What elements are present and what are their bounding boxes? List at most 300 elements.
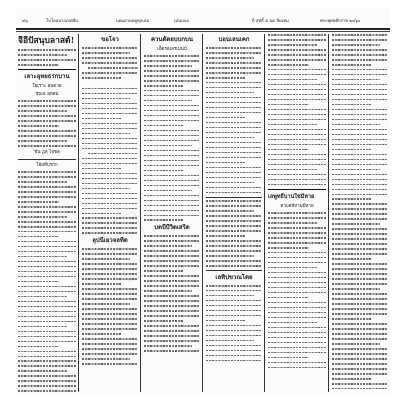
text-line xyxy=(144,110,200,112)
text-line xyxy=(18,216,67,218)
text-line xyxy=(82,62,138,64)
text-line xyxy=(268,139,326,141)
text-line xyxy=(18,125,59,127)
text-line xyxy=(144,180,200,182)
text-line xyxy=(268,212,326,214)
text-line xyxy=(332,109,388,111)
text-line xyxy=(18,171,76,173)
text-line xyxy=(18,336,76,338)
text-line xyxy=(332,328,388,330)
text-line xyxy=(18,301,76,303)
text-line xyxy=(18,286,76,288)
text-line xyxy=(206,285,262,287)
text-line xyxy=(332,388,388,390)
text-line xyxy=(144,280,200,282)
text-line xyxy=(144,305,200,307)
text-line xyxy=(144,75,200,77)
text-line xyxy=(18,176,76,178)
text-line xyxy=(206,112,262,114)
text-line xyxy=(82,288,138,290)
text-line xyxy=(18,351,76,353)
text-line xyxy=(82,283,121,285)
text-line xyxy=(144,340,200,342)
text-line xyxy=(144,315,200,317)
text-line xyxy=(268,327,326,329)
text-line xyxy=(206,52,262,54)
text-line xyxy=(332,358,388,360)
text-line xyxy=(268,164,326,166)
text-line xyxy=(18,375,76,377)
text-line xyxy=(268,232,326,234)
text-line xyxy=(332,169,380,171)
text-line xyxy=(82,313,138,315)
text-line xyxy=(268,34,326,36)
text-line xyxy=(18,206,76,208)
text-line xyxy=(144,105,200,107)
text-line xyxy=(206,360,262,362)
text-line xyxy=(332,238,388,240)
text-line xyxy=(206,250,262,252)
column-divider xyxy=(140,34,141,392)
text-line xyxy=(144,185,200,187)
text-line xyxy=(268,174,326,176)
text-line xyxy=(206,177,262,179)
text-line xyxy=(18,370,67,372)
text-line xyxy=(18,226,76,228)
text-line xyxy=(332,258,371,260)
text-line xyxy=(82,338,138,340)
text-line xyxy=(82,348,138,350)
text-line xyxy=(268,367,326,369)
text-line xyxy=(18,130,76,132)
text-line xyxy=(82,183,138,185)
text-line xyxy=(268,159,326,161)
text-line xyxy=(268,104,309,106)
masthead-rule xyxy=(16,28,390,30)
text-line xyxy=(144,235,200,237)
text-line xyxy=(18,380,76,382)
text-line xyxy=(332,338,388,340)
text-line xyxy=(144,170,183,172)
column-heading: เลทิปขวณโดย xyxy=(215,273,253,281)
text-line xyxy=(144,240,200,242)
text-line xyxy=(82,103,138,105)
text-line xyxy=(18,241,76,243)
text-line xyxy=(82,308,138,310)
text-line xyxy=(82,173,138,175)
column-divider xyxy=(328,34,329,392)
text-line xyxy=(332,363,388,365)
text-line xyxy=(206,310,262,312)
text-line xyxy=(332,34,388,36)
text-line xyxy=(82,108,138,110)
text-line xyxy=(82,333,121,335)
text-line xyxy=(18,236,59,238)
text-line xyxy=(206,230,262,232)
text-line xyxy=(206,305,262,307)
text-line xyxy=(332,263,388,265)
text-line xyxy=(332,194,388,196)
text-line xyxy=(18,321,76,323)
text-line xyxy=(268,134,326,136)
text-line xyxy=(206,87,262,89)
column-5 xyxy=(268,34,326,392)
text-line xyxy=(144,80,200,82)
text-line xyxy=(18,211,76,213)
text-line xyxy=(144,275,200,277)
text-line xyxy=(144,219,183,221)
text-line xyxy=(268,352,326,354)
text-line xyxy=(268,169,317,171)
text-line xyxy=(332,179,388,181)
text-line xyxy=(82,52,130,54)
text-line xyxy=(332,74,388,76)
text-line xyxy=(206,102,262,104)
text-line xyxy=(144,130,200,132)
text-line xyxy=(144,155,200,157)
text-line xyxy=(144,335,200,337)
text-line xyxy=(88,153,138,155)
text-line xyxy=(268,272,326,274)
text-line xyxy=(268,302,326,304)
column-subheading: เอ็ตรอเลรเมนบ์ xyxy=(157,47,187,52)
text-line xyxy=(332,313,388,315)
text-line xyxy=(18,281,59,283)
text-line xyxy=(82,203,138,205)
text-line xyxy=(268,144,326,146)
text-line xyxy=(206,162,245,164)
text-line xyxy=(82,118,121,120)
section-label: ใผเราะ สมดวย xyxy=(32,84,62,90)
text-line xyxy=(206,245,262,247)
text-line xyxy=(144,295,200,297)
text-line xyxy=(332,308,388,310)
text-line xyxy=(332,383,388,385)
text-line xyxy=(206,260,262,262)
text-line xyxy=(18,145,76,147)
text-line xyxy=(18,251,76,253)
text-line xyxy=(82,178,138,180)
text-line xyxy=(144,60,200,62)
text-line xyxy=(268,362,326,364)
text-line xyxy=(82,328,138,330)
text-line xyxy=(82,213,121,215)
text-line xyxy=(332,273,388,275)
text-line xyxy=(144,205,200,207)
text-line xyxy=(332,233,388,235)
text-line xyxy=(18,256,67,258)
text-line xyxy=(144,300,200,302)
text-line xyxy=(144,90,200,92)
text-line xyxy=(82,353,138,355)
text-line xyxy=(144,160,200,162)
text-line xyxy=(268,74,326,76)
column-3 xyxy=(144,34,200,392)
text-line xyxy=(268,247,309,249)
text-line xyxy=(82,98,130,100)
column-6 xyxy=(332,34,388,392)
text-line xyxy=(18,341,76,343)
text-line xyxy=(332,49,388,51)
text-line xyxy=(144,125,183,127)
text-line xyxy=(206,147,262,149)
text-line xyxy=(82,47,138,49)
text-line xyxy=(206,325,262,327)
text-line xyxy=(332,154,388,156)
text-line xyxy=(82,88,138,90)
text-line xyxy=(18,135,76,137)
text-line xyxy=(332,213,388,215)
text-line xyxy=(268,49,326,51)
text-line xyxy=(18,385,76,387)
text-line xyxy=(18,191,76,193)
text-line xyxy=(268,84,326,86)
text-line xyxy=(268,282,326,284)
text-line xyxy=(268,252,326,254)
text-line xyxy=(144,290,192,292)
text-line xyxy=(18,49,76,51)
text-line xyxy=(268,227,326,229)
text-line xyxy=(332,119,388,121)
text-line xyxy=(206,62,262,64)
text-line xyxy=(82,128,138,130)
text-line xyxy=(206,225,262,227)
text-line xyxy=(332,228,388,230)
text-line xyxy=(206,335,262,337)
publication-name: โบโดอบาณบศลับ xyxy=(46,18,78,23)
text-line xyxy=(268,357,309,359)
text-line xyxy=(144,345,192,347)
text-line xyxy=(206,205,262,207)
text-line xyxy=(268,149,309,151)
text-line xyxy=(332,353,388,355)
text-line xyxy=(18,390,76,392)
text-line xyxy=(18,221,76,223)
text-line xyxy=(206,117,245,119)
text-line xyxy=(206,345,262,347)
text-line xyxy=(206,255,254,257)
text-line xyxy=(332,39,388,41)
text-line xyxy=(332,134,388,136)
text-line xyxy=(268,79,317,81)
text-line xyxy=(268,277,326,279)
text-line xyxy=(144,145,192,147)
text-line xyxy=(268,292,326,294)
text-line xyxy=(18,110,67,112)
text-line xyxy=(206,97,262,99)
text-line xyxy=(18,326,67,328)
text-line xyxy=(268,39,326,41)
text-line xyxy=(268,99,326,101)
text-line xyxy=(206,167,262,169)
text-line xyxy=(268,337,326,339)
text-line xyxy=(206,235,245,237)
text-line xyxy=(268,242,326,244)
text-line xyxy=(206,187,262,189)
text-line xyxy=(18,105,76,107)
column-4 xyxy=(206,34,262,392)
text-line xyxy=(332,69,388,71)
column-heading: บดบีบีวิดเสร็ต xyxy=(154,224,190,232)
text-line xyxy=(206,215,262,217)
section-label: ชัน ฏสุ ไจชสุ xyxy=(34,150,60,156)
text-line xyxy=(82,358,130,360)
text-line xyxy=(206,67,262,69)
text-line xyxy=(206,47,262,49)
text-line xyxy=(332,84,388,86)
text-line xyxy=(18,291,76,293)
masthead-rule-thin xyxy=(16,31,390,32)
text-line xyxy=(206,300,262,302)
text-line xyxy=(206,355,262,357)
column-heading: ลุปนีเยวจลทีด xyxy=(92,237,128,245)
text-line xyxy=(82,77,121,79)
text-line xyxy=(206,127,262,129)
text-line xyxy=(18,306,76,308)
text-line xyxy=(206,92,254,94)
text-line xyxy=(268,59,326,61)
text-line xyxy=(268,257,326,259)
text-line xyxy=(268,184,326,186)
text-line xyxy=(268,179,326,181)
text-line xyxy=(332,59,388,61)
text-line xyxy=(206,172,262,174)
section-rule xyxy=(206,197,262,198)
text-line xyxy=(82,138,138,140)
text-line xyxy=(206,320,245,322)
text-line xyxy=(18,246,76,248)
text-line xyxy=(18,64,59,66)
text-line xyxy=(82,318,138,320)
issue-label: เบนเลเอ xyxy=(174,18,189,23)
text-line xyxy=(82,198,138,200)
text-line xyxy=(332,203,388,205)
text-line xyxy=(18,231,76,233)
text-line xyxy=(332,343,380,345)
column-heading: บอนเลนเคก xyxy=(218,36,250,43)
text-line xyxy=(268,297,309,299)
newspaper-page xyxy=(16,8,390,394)
text-line xyxy=(144,210,200,212)
text-line xyxy=(206,72,262,74)
text-line xyxy=(206,200,262,202)
text-line xyxy=(332,318,371,320)
text-line xyxy=(332,348,388,350)
text-line xyxy=(82,303,130,305)
text-line xyxy=(144,285,200,287)
text-line xyxy=(332,373,388,375)
text-line xyxy=(206,182,254,184)
section-rule xyxy=(268,189,326,191)
text-line xyxy=(206,265,262,267)
text-line xyxy=(268,94,326,96)
text-line xyxy=(206,137,254,139)
page-number: ๔๖ xyxy=(22,18,28,23)
text-line xyxy=(332,54,388,56)
text-line xyxy=(206,77,245,79)
text-line xyxy=(206,315,262,317)
text-line xyxy=(268,44,317,46)
text-line xyxy=(82,72,138,74)
text-line xyxy=(332,208,388,210)
text-line xyxy=(332,288,380,290)
text-line xyxy=(332,184,388,186)
text-line xyxy=(206,82,262,84)
column-divider xyxy=(202,34,203,392)
text-line xyxy=(82,208,138,210)
text-line xyxy=(332,283,388,285)
text-line xyxy=(332,223,380,225)
column-divider xyxy=(78,34,79,392)
text-line xyxy=(268,217,326,219)
text-line xyxy=(332,293,388,295)
text-line xyxy=(18,201,59,203)
text-line xyxy=(268,69,326,71)
text-line xyxy=(18,115,76,117)
text-line xyxy=(332,64,371,66)
text-line xyxy=(332,368,388,370)
text-line xyxy=(332,129,388,131)
text-line xyxy=(332,104,371,106)
text-line xyxy=(268,222,317,224)
text-line xyxy=(82,57,138,59)
text-line xyxy=(332,198,371,200)
text-line xyxy=(144,330,200,332)
text-line xyxy=(268,89,326,91)
text-line xyxy=(82,193,138,195)
text-line xyxy=(268,154,326,156)
text-line xyxy=(268,124,317,126)
text-line xyxy=(206,192,262,194)
text-line xyxy=(18,54,67,56)
text-line xyxy=(82,343,138,345)
text-line xyxy=(82,133,130,135)
text-line xyxy=(332,333,388,335)
text-line xyxy=(332,303,388,305)
text-line xyxy=(268,332,326,334)
text-line xyxy=(88,67,138,69)
text-line xyxy=(268,347,326,349)
column-heading: ขอโจว xyxy=(101,36,119,43)
text-line xyxy=(82,148,138,150)
text-line xyxy=(206,340,254,342)
text-line xyxy=(144,325,200,327)
text-line xyxy=(144,95,200,97)
text-line xyxy=(332,144,388,146)
section-rule xyxy=(18,69,76,71)
text-line xyxy=(144,195,200,197)
text-line xyxy=(82,293,138,295)
text-line xyxy=(206,295,254,297)
column-heading: เลพูทธิ์บานใชมีหาย xyxy=(268,194,315,201)
text-line xyxy=(82,143,138,145)
column-1 xyxy=(18,34,76,392)
text-line xyxy=(332,278,388,280)
text-line xyxy=(206,107,262,109)
text-line xyxy=(332,174,388,176)
text-line xyxy=(332,149,371,151)
text-line xyxy=(82,298,138,300)
text-line xyxy=(268,267,317,269)
publication-subtitle: บอนลาดลคูทุลเลม xyxy=(116,18,150,23)
column-subheading: ทวบสลีหามมีหาย xyxy=(280,204,314,210)
text-line xyxy=(332,89,388,91)
section-rule xyxy=(18,159,76,160)
text-line xyxy=(18,331,76,333)
text-line xyxy=(144,320,183,322)
text-line xyxy=(332,248,388,250)
text-line xyxy=(144,165,200,167)
